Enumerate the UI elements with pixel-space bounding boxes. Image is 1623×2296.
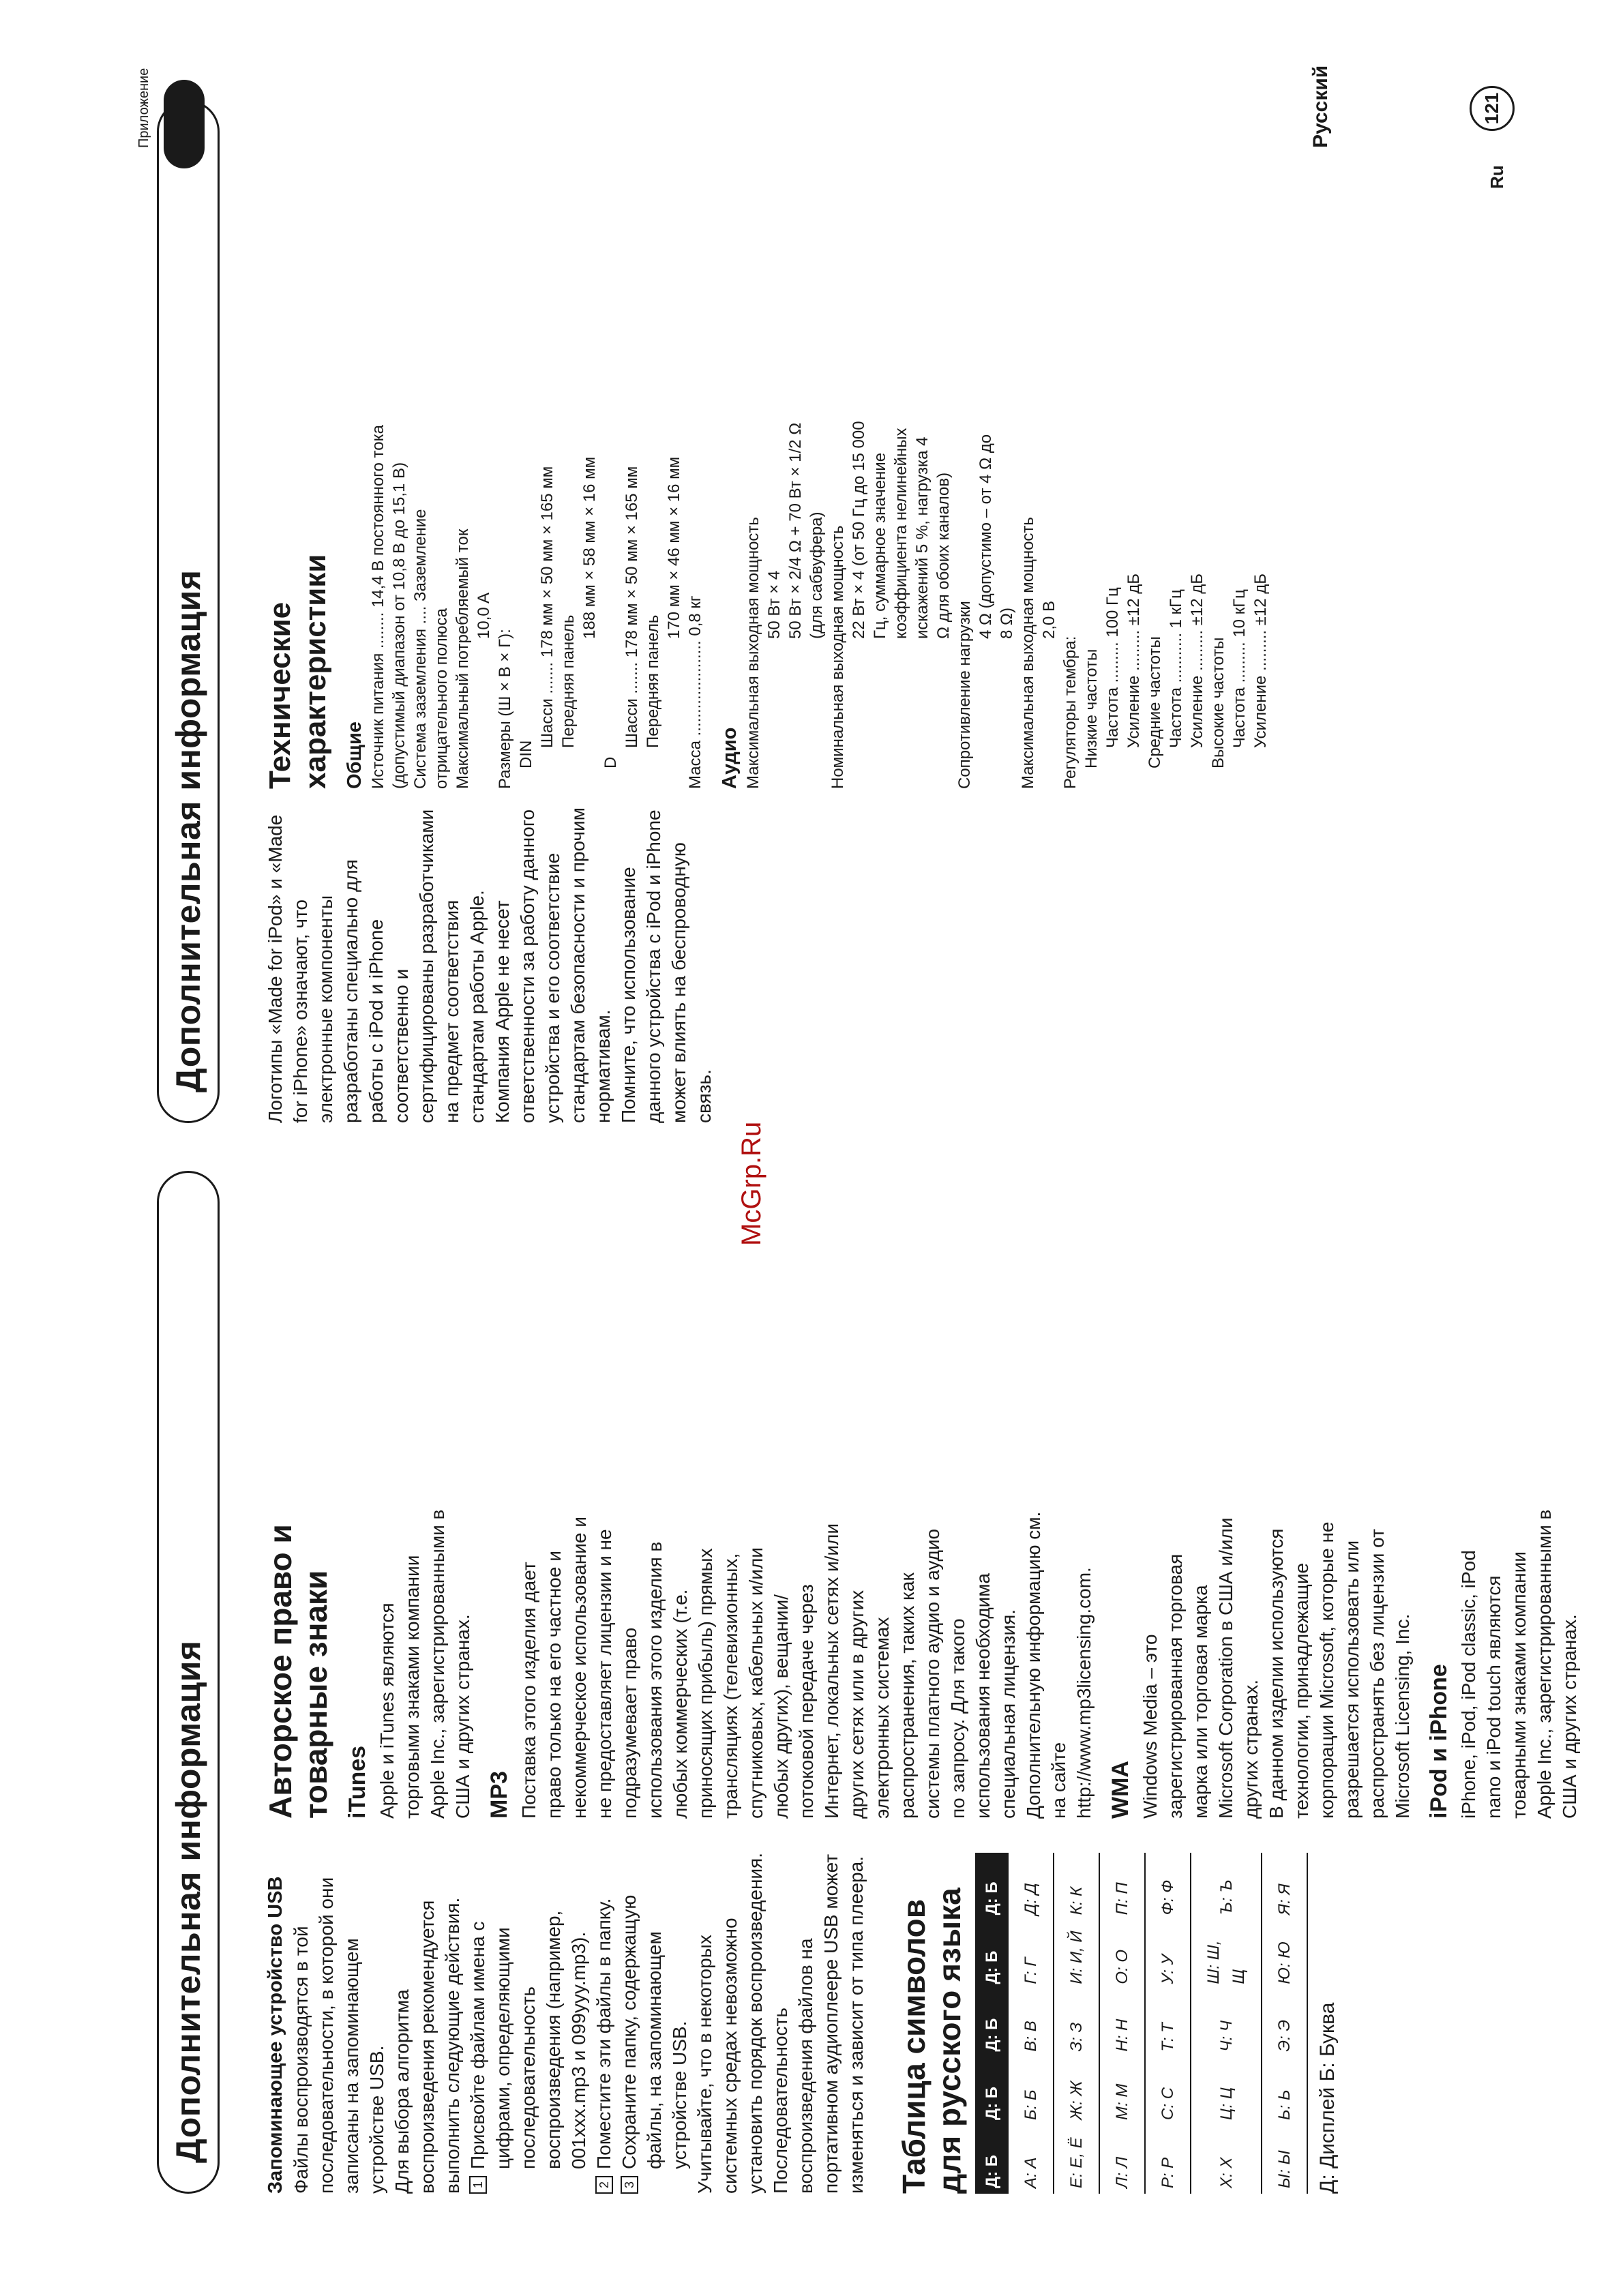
- spec-row: 170 мм × 46 мм × 16 мм: [665, 456, 683, 639]
- char-cell: А: А: [1009, 2126, 1054, 2194]
- spec-row: 4 Ω (допустимо – от 4 Ω до 8 Ω): [977, 434, 1016, 639]
- specs-heading: Технические характеристики: [263, 554, 332, 789]
- column-made-for: [263, 803, 717, 1123]
- table-row: [1054, 1853, 1099, 2194]
- char-cell: Х: Х: [1191, 2126, 1262, 2194]
- spec-row: 188 мм × 58 мм × 16 мм: [580, 456, 599, 639]
- ipod-title: iPod и iPhone: [1426, 1664, 1452, 1819]
- char-cell: Я: Я: [1262, 1853, 1307, 1920]
- spec-row: Система заземления .... Заземление отрицательного полюса: [411, 509, 451, 789]
- char-cell: В: В: [1009, 1990, 1054, 2057]
- mp3-text: Поставка этого изделия дает право только на его частное и некоммерческое использование и не предоставляет лицензии и не подразумевает право использования этого изделия в любых коммерческих (т.е. приносящих прибыль) прямых трансляциях (телевизионных, спутниковых, кабельных и/или любых других), вещании/потоковой передаче через Интернет, локальных сетях и/или других сетях или в других электронных системах распространения, таких как системы платного аудио и аудио по запросу. Для такого использования необходима специальная лицензия. Дополнительную информацию см. на сайте: [518, 1511, 1069, 1819]
- usb-step-2: [591, 1853, 616, 2194]
- right-header-bar: [157, 100, 220, 1123]
- char-cell: Р: Р: [1145, 2126, 1191, 2194]
- spec-row: 50 Вт × 4: [765, 570, 784, 639]
- language-code: Ru: [1487, 165, 1507, 189]
- spec-row: 2,0 В: [1040, 600, 1058, 639]
- usb-step-3: [616, 1853, 692, 2194]
- table-row: [1262, 1853, 1307, 2194]
- usb-p2: Для выбора алгоритма воспроизведения рекомендуется выполнить следующие действия.: [391, 1897, 463, 2194]
- char-cell: Г: Г: [1009, 1920, 1054, 1989]
- spec-row: Высокие частоты: [1209, 637, 1227, 769]
- spec-row: Частота ......... 100 Гц: [1103, 587, 1122, 748]
- spec-row: 50 Вт × 2/4 Ω + 70 Вт × 1/2 Ω (для сабвуфера): [786, 422, 826, 639]
- mp3-title: MP3: [486, 1771, 512, 1819]
- made-for-text-2: Помните, что использование данного устройства с iPod и iPhone может влиять на беспроводную связь.: [618, 809, 715, 1123]
- page-number: [1470, 86, 1515, 131]
- table-row: [1191, 1853, 1262, 2194]
- spec-row: DIN: [517, 740, 535, 769]
- char-cell: Ж: Ж: [1054, 2057, 1099, 2126]
- spec-row: Максимальная выходная мощность: [1019, 517, 1037, 789]
- spec-row: Масса ..................... 0,8 кг: [686, 595, 704, 789]
- spec-row: D: [601, 756, 620, 769]
- char-cell: Л: Л: [1099, 2126, 1145, 2194]
- char-table: [975, 1853, 1308, 2194]
- char-cell: Е: Е, Ё: [1054, 2126, 1099, 2194]
- step-number: 2: [595, 2176, 613, 2194]
- char-cell: Т: Т: [1145, 1990, 1191, 2057]
- audio-title: Аудио: [719, 727, 741, 789]
- spec-row: Источник питания ........ 14,4 В постоянного тока (допустимый диапазон от 10,8 В до 15,1 В): [369, 425, 408, 789]
- spec-row: Максимальная выходная мощность: [744, 517, 762, 789]
- column-copyright: [263, 1505, 1582, 1819]
- mp3-url: http://www.mp3licensing.com.: [1073, 1567, 1095, 1819]
- char-cell: Ы: Ы: [1262, 2126, 1307, 2194]
- char-cell: И: И, Й: [1054, 1920, 1099, 1989]
- spec-row: Частота ........... 1 кГц: [1167, 589, 1185, 748]
- spec-row: Передняя панель: [559, 614, 578, 748]
- char-cell: З: З: [1054, 1990, 1099, 2057]
- char-table-header-cell: Д: Б: [975, 2057, 1009, 2126]
- table-row: [1009, 1853, 1054, 2194]
- table-row: [1099, 1853, 1145, 2194]
- usb-p1: Файлы воспроизводятся в той последовательности, в которой они записаны на запоминающем устройстве USB.: [291, 1877, 387, 2194]
- table-row: [1145, 1853, 1191, 2194]
- char-cell: О: О: [1099, 1920, 1145, 1989]
- char-cell: Б: Б: [1009, 2057, 1054, 2126]
- spec-row: Низкие частоты: [1082, 648, 1101, 769]
- appendix-label: Приложение: [136, 68, 151, 148]
- wma-text-1: Windows Media – это зарегистрированная торговая марка или торговая марка Microsoft Corporation в США и/или других странах.: [1140, 1517, 1262, 1819]
- watermark: McGrp.Ru: [736, 1121, 766, 1246]
- left-header-title: Дополнительная информация: [169, 1640, 207, 2163]
- char-cell: Ъ: Ъ: [1191, 1853, 1262, 1920]
- page-number-text: 121: [1481, 92, 1502, 125]
- spec-row: Шасси ....... 178 мм × 50 мм × 165 мм: [623, 466, 641, 748]
- spec-row: Средние частоты: [1146, 636, 1164, 769]
- spec-row: Максимальный потребляемый ток: [453, 528, 472, 789]
- char-cell: Э: Э: [1262, 1990, 1307, 2057]
- general-title: Общие: [344, 721, 366, 789]
- char-table-heading: Таблица символов для русского языка: [896, 1888, 967, 2194]
- spec-row: Усиление ......... ±12 дБ: [1188, 573, 1206, 748]
- column-usb: [263, 1853, 1340, 2194]
- spec-row: Усиление ......... ±12 дБ: [1251, 573, 1270, 748]
- char-cell: Ю: Ю: [1262, 1920, 1307, 1989]
- right-header-title: Дополнительная информация: [169, 569, 207, 1092]
- char-table-header-cell: Д: Б: [975, 1920, 1009, 1989]
- spec-row: Передняя панель: [644, 614, 662, 748]
- step-number: 3: [621, 2176, 638, 2194]
- spec-row: Усиление ......... ±12 дБ: [1125, 573, 1143, 748]
- char-cell: Ц: Ц: [1191, 2057, 1262, 2126]
- spec-row: 10,0 A: [475, 592, 493, 639]
- char-table-header-cell: Д: Б: [975, 2126, 1009, 2194]
- wma-title: WMA: [1107, 1761, 1133, 1819]
- char-cell: С: С: [1145, 2057, 1191, 2126]
- char-cell: У: У: [1145, 1920, 1191, 1989]
- spec-row: Номинальная выходная мощность: [829, 525, 847, 789]
- step-number: 1: [469, 2176, 487, 2194]
- char-cell: П: П: [1099, 1853, 1145, 1920]
- itunes-text: Apple и iTunes являются торговыми знаками компании Apple Inc., зарегистрированными в США и других странах.: [376, 1509, 473, 1819]
- language-label: Русский: [1309, 65, 1332, 148]
- spec-row: 22 Вт × 4 (от 50 Гц до 15 000 Гц, суммарное значение коэффициента нелинейных искажений 5 %, нагрузка 4 Ω для обоих каналов): [850, 421, 953, 639]
- char-table-header-cell: Д: Б: [975, 1853, 1009, 1920]
- char-cell: Н: Н: [1099, 1990, 1145, 2057]
- column-specs: [263, 421, 1271, 789]
- char-table-legend: Д: Дисплей Б: Буква: [1316, 2002, 1339, 2194]
- appendix-tab: [164, 80, 205, 168]
- usb-p4: Последовательность воспроизведения файлов на портативном аудиоплеере USB может изменяться и зависит от типа плеера.: [770, 1853, 867, 2194]
- char-cell: М: М: [1099, 2057, 1145, 2126]
- char-cell: Ч: Ч: [1191, 1990, 1262, 2057]
- char-cell: Ш: Ш, Щ: [1191, 1920, 1262, 1989]
- made-for-text: Логотипы «Made for iPod» и «Made for iPhone» означают, что электронные компоненты разработаны специально для работы с iPod и iPhone соответственно и сертифицированы разработчиками на предмет соответствия стандартам работы Apple. Компания Apple не несет ответственности за работу данного устройства и его соответствие стандартам безопасности и прочим нормативам.: [265, 807, 614, 1123]
- step-text: Присвойте файлам имена с цифрами, определяющими последовательность воспроизведения (например, 001xxx.mp3 и 099yyy.mp3).: [467, 1910, 589, 2169]
- left-header-bar: [157, 1171, 220, 2194]
- ipod-text: iPhone, iPod, iPod classic, iPod nano и iPod touch являются товарными знаками компании Apple Inc., зарегистрированными в США и других странах.: [1458, 1509, 1580, 1819]
- step-text: Сохраните папку, содержащую файлы, на запоминающем устройстве USB.: [619, 1894, 690, 2169]
- char-cell: К: К: [1054, 1853, 1099, 1920]
- itunes-title: iTunes: [344, 1745, 370, 1819]
- char-cell: Ь: Ь: [1262, 2057, 1307, 2126]
- usb-heading: Запоминающее устройство USB: [265, 1876, 286, 2194]
- spec-row: Сопротивление нагрузки: [955, 601, 974, 789]
- spec-row: Шасси ....... 178 мм × 50 мм × 165 мм: [538, 466, 556, 748]
- char-cell: Ф: Ф: [1145, 1853, 1191, 1920]
- usb-p3: Учитывайте, что в некоторых системных средах невозможно установить порядок воспроизведения.: [694, 1853, 766, 2194]
- wma-text-2: В данном изделии используются технологии, принадлежащие корпорации Microsoft, которые не разрешается использовать или распространять без лицензии от Microsoft Licensing, Inc.: [1266, 1521, 1413, 1819]
- spec-row: Размеры (Ш × В × Г):: [496, 629, 514, 789]
- step-text: Поместите эти файлы в папку.: [593, 1898, 614, 2169]
- char-table-header-cell: Д: Б: [975, 1990, 1009, 2057]
- spec-row: Регуляторы тембра:: [1061, 636, 1079, 789]
- char-cell: Д: Д: [1009, 1853, 1054, 1920]
- char-table-header: [975, 1853, 1009, 2194]
- spec-row: Частота ......... 10 кГц: [1230, 589, 1249, 748]
- copyright-heading: Авторское право и товарные знаки: [263, 1524, 333, 1819]
- usb-step-1: [465, 1853, 591, 2194]
